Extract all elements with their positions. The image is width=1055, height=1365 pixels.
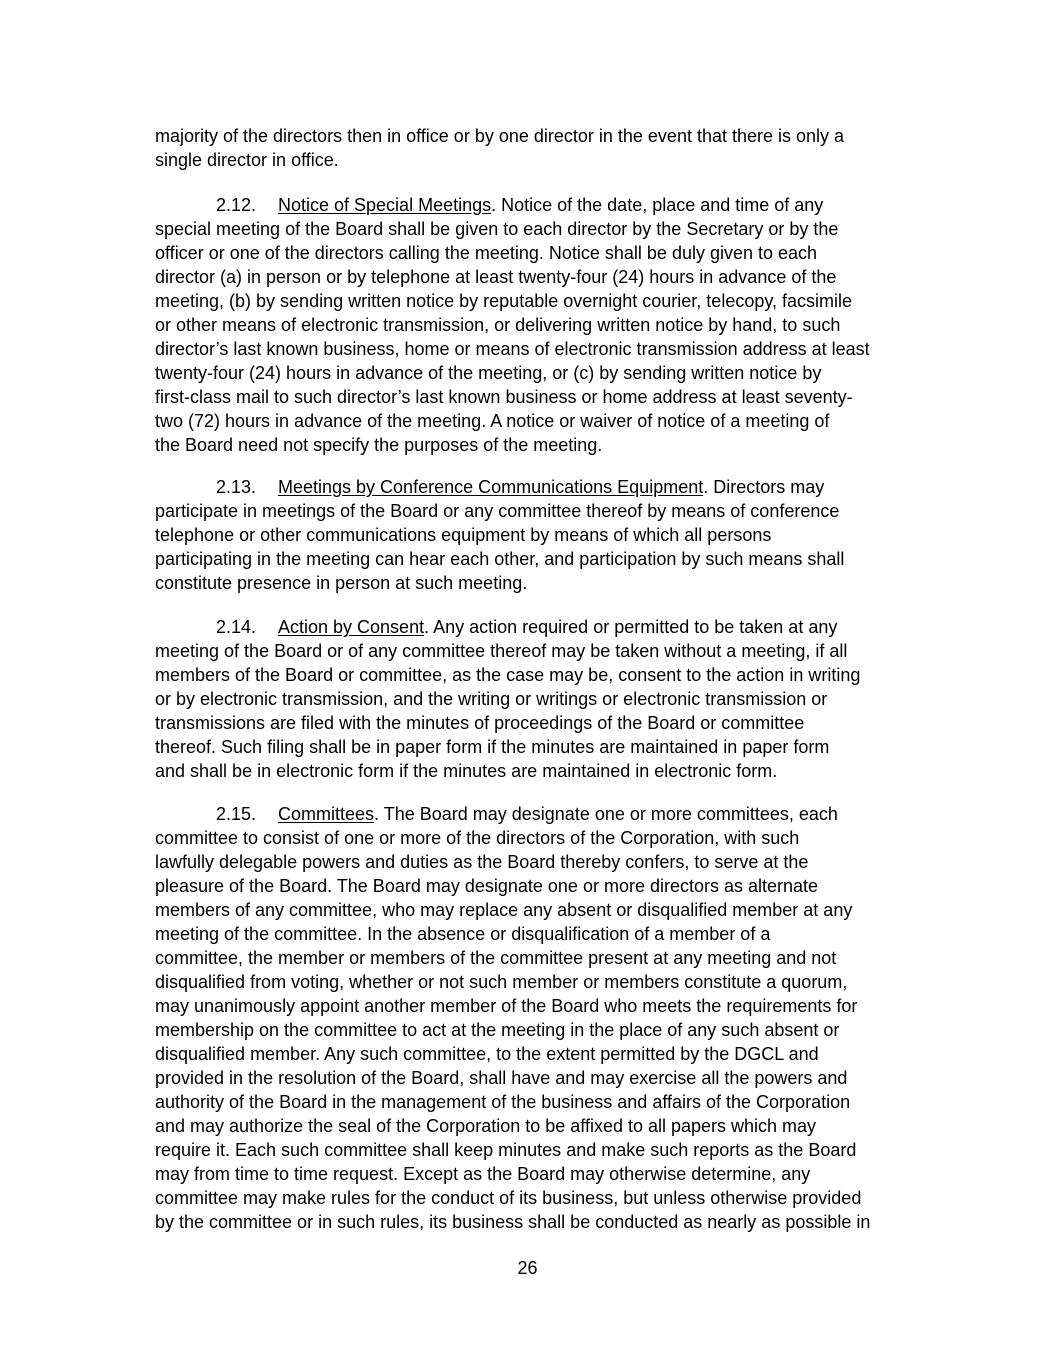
section-heading: Committees [278, 804, 375, 824]
section-first-line: . The Board may designate one or more committees, each [374, 804, 838, 824]
section-2-12 [155, 193, 900, 457]
section-body: participate in meetings of the Board or any committee thereof by means of conference telephone or other communications equipment by means of which all persons participating in the meeting can hear each other, and participation by such means shall constitute presence in person at such meeting. [155, 501, 845, 593]
section-heading: Notice of Special Meetings [278, 195, 492, 215]
section-number: 2.14. [216, 617, 257, 637]
section-2-15-paragraph [155, 802, 900, 1234]
section-body: meeting of the Board or of any committee thereof may be taken without a meeting, if all members of the Board or committee, as the case may be, consent to the action in writing or by electronic transmission, and the writing or writings or electronic transmission or transmissions are filed with the minutes of proceedings of the Board or committee thereof. Such filing shall be in paper form if the minutes are maintained in paper form and shall be in electronic form if the minutes are maintained in electronic form. [155, 641, 861, 781]
section-2-14 [155, 615, 900, 783]
section-2-15 [155, 802, 900, 1234]
section-number: 2.12. [216, 195, 257, 215]
section-2-12-paragraph [155, 193, 900, 457]
section-body: committee to consist of one or more of the directors of the Corporation, with such lawfully delegable powers and duties as the Board thereby confers, to serve at the pleasure of the Board. The Board may designate one or more directors as alternate members of any committee, who may replace any absent or disqualified member at any meeting of the committee. In the absence or disqualification of a member of a committee, the member or members of the committee present at any meeting and not disqualified from voting, whether or not such member or members constitute a quorum, may unanimously appoint another member of the Board who meets the requirements for membership on the committee to act at the meeting in the place of any such absent or disqualified member. Any such committee, to the extent permitted by the DGCL and provided in the resolution of the Board, shall have and may exercise all the powers and authority of the Board in the management of the business and affairs of the Corporation and may authorize the seal of the Corporation to be affixed to all papers which may require it. Each such committee shall keep minutes and make such reports as the Board may from time to time request. Except as the Board may otherwise determine, any committee may make rules for the conduct of its business, but unless otherwise provided by the committee or in such rules, its business shall be conducted as nearly as possible in [155, 828, 871, 1232]
section-2-13 [155, 475, 900, 595]
page-number: 26 [517, 1258, 538, 1278]
continuation-paragraph [155, 124, 900, 172]
section-first-line: . Any action required or permitted to be taken at any [424, 617, 838, 637]
section-number: 2.13. [216, 477, 257, 497]
section-heading: Meetings by Conference Communications Equipment [278, 477, 704, 497]
section-body: special meeting of the Board shall be given to each director by the Secretary or by the officer or one of the directors calling the meeting. Notice shall be duly given to each director (a) in person or by telephone at least twenty-four (24) hours in advance of the meeting, (b) by sending written notice by reputable overnight courier, telecopy, facsimile or other means of electronic transmission, or delivering written notice by hand, to such director’s last known business, home or means of electronic transmission address at least twenty-four (24) hours in advance of the meeting, or (c) by sending written notice by first-class mail to such director’s last known business or home address at least seventy- two (72) hours in advance of the meeting. A notice or waiver of notice of a meeting of the Board need not specify the purposes of the meeting. [155, 219, 870, 455]
section-2-14-paragraph [155, 615, 900, 783]
continuation-text: majority of the directors then in office or by one director in the event that there is only a single director in office. [155, 126, 845, 170]
section-2-13-paragraph [155, 475, 900, 595]
section-heading: Action by Consent [278, 617, 425, 637]
section-first-line: . Directors may [703, 477, 825, 497]
section-number: 2.15. [216, 804, 257, 824]
section-first-line: . Notice of the date, place and time of any [491, 195, 824, 215]
